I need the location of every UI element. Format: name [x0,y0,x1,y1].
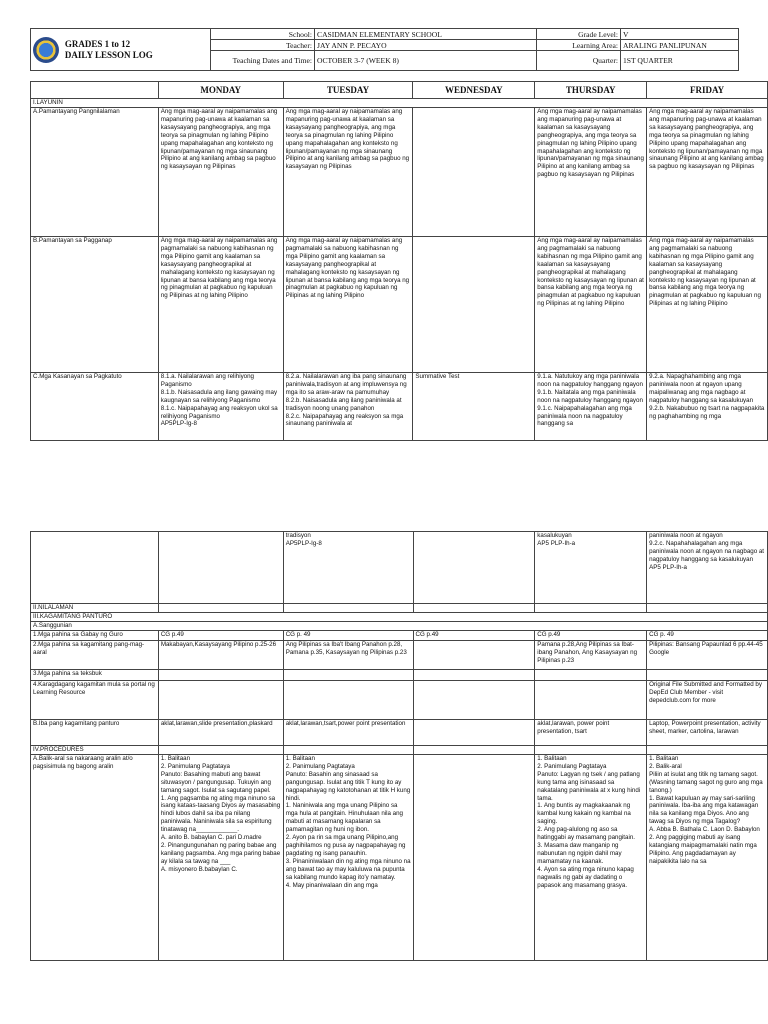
section-procedures: IV.PROCEDURES [31,746,159,755]
cell-thursday [535,681,647,720]
cont-cell-monday [158,532,283,604]
cell-tuesday: CG p. 49 [283,631,413,641]
school-value: CASIDMAN ELEMENTARY SCHOOL [315,29,537,40]
cell-wednesday [413,670,535,681]
cell-monday [158,670,283,681]
area-value: ARALING PANLIPUNAN [621,40,739,51]
dates-label: Teaching Dates and Time: [211,51,315,71]
teacher-value: JAY ANN P. PECAYO [315,40,537,51]
section-layunin: I.LAYUNIN [31,99,768,108]
quarter-label: Quarter: [537,51,621,71]
day-monday: MONDAY [158,82,283,99]
cell-thursday [535,670,647,681]
lesson-table-page1 [30,81,768,441]
cell-monday: Makabayan,Kasaysayang Pilipino p.25-26 [158,641,283,670]
day-friday: FRIDAY [647,82,768,99]
cell-tuesday: 1. Balitaan 2. Panimulang Pagtataya Panuto: Basahin ang sinasaad sa pangungusap. Isulat ang titik T kung ito ay nagpapahayag ng katotohanan at titik H kung hindi. 1. Naniniwala ang mga unang Pilipino sa mga hula at pangitain. Hinuhulaan nila ang mabuti at masamang kapalaran sa pamamagitan ng huni ng ibon. 2. Ayon pa rin sa mga unang Pilipino,ang paghihilamos ng pusa ay nagpapahayag ng pagdating ng isang panauhin. 3. Pinaniniwalaan din ng ating mga ninuno na ang bawat tao ay may kaluluwa na pupunta sa kabilang mundo kapag ito'y namatay. 4. May pinaniwalaan din ang mga [283,755,413,961]
cont-cell-label [31,532,159,604]
row-label: B.Pamantayan sa Pagganap [31,237,159,373]
row-label: C.Mga Kasanayan sa Pagkatuto [31,373,159,441]
cell-monday: CG p.49 [158,631,283,641]
cell-monday: 8.1.a. Nailalarawan ang relihiyong Paganismo 8.1.b. Naisasadula ang ilang gawaing may kaugnayan sa relihiyong Paganismo 8.1.c. Naipapahayag ang reaksyon ukol sa relihiyong Paganismo AP5PLP-Ig-8 [158,373,283,441]
row-label: 1.Mga pahina sa Gabay ng Guro [31,631,159,641]
cell-thursday: CG p.49 [535,631,647,641]
cell-wednesday [413,681,535,720]
corner-cell [31,82,159,99]
cell-wednesday: Summative Test [413,373,535,441]
deped-seal-icon [33,37,59,63]
cell-wednesday: CG p.49 [413,631,535,641]
quarter-value: 1ST QUARTER [621,51,739,71]
cell-monday: Ang mga mag-aaral ay naipamamalas ang pagmamalaki sa nabuong kabihasnan ng mga Pilipino gamit ang kaalaman sa kasaysayang pangheograpikal at mahalagang konteksto ng kasaysayan ng lipunan at bansa kabilang ang mga teorya ng pinagmulan at pagkabuo ng kapuluan ng Pilipinas at ng lahing Pilipino [158,237,283,373]
cell-thursday: aklat,larawan, power point presentation, tsart [535,720,647,746]
section-kagamitan: III.KAGAMITANG PANTURO [31,613,768,622]
cell-friday: Laptop, Powerpoint presentation, activity sheet, marker, cartolina, larawan [647,720,768,746]
row-label: 2.Mga pahina sa kagamitang pang-mag-aaral [31,641,159,670]
school-label: School: [211,29,315,40]
cont-cell-friday: paniniwala noon at ngayon 9.2.c. Napahahalagahan ang mga paniniwala noon at ngayon na nagbago at nagpatuloy hanggang sa kasalukuyan AP5 PLP-Ih-a [647,532,768,604]
header-title [65,39,153,61]
title-line1: GRADES 1 to 12 [64,38,131,49]
row-label: 4.Karagdagang kagamitan mula sa portal ng Learning Resource [31,681,159,720]
cell-thursday: 9.1.a. Natutukoy ang mga paniniwala noon na nagpatuloy hanggang ngayon 9.1.b. Naitatala ang mga paniniwala noon na nagpatuloy hanggang ngayon 9.1.c. Naipapahalagahan ang mga paniniwala noon na nagpatuloy hanggang sa [535,373,647,441]
cell-wednesday [413,755,535,961]
cell-monday: 1. Balitaan 2. Panimulang Pagtataya Panuto: Basahing mabuti ang bawat situwasyon / pangungusap. Tukuyin ang tamang sagot. Isulat sa sagutang papel. 1. Ang pagsamba ng ating mga ninuno sa isang kataas-taasang Diyos ay masasabing hindi lubos dahil sa iba pa nilang paniniwala. Naniniwala sila sa espiritung tinatawag na____________. A. anito B. babaylan C. pari D.madre 2. Pinangungunahan ng paring babae ang kanilang pagsamba. Ang mga paring babae ay kilala sa tawag na ___ A. misyonero B.babaylan C. [158,755,283,961]
row-label: 3.Mga pahina sa teksbuk [31,670,159,681]
cell-friday: Ang mga mag-aaral ay naipamamalas ang mapanuring pag-unawa at kaalaman sa kasaysayang pangheograpiya, ang mga teorya sa pinagmulan ng lahing Pilipino upang mapahalagahan ang konteksto ng lipunan/pamayanan ng mga sinaunang Pilipino at ang kanilang ambag sa pagbuo ng kasaysayan ng Pilipinas [647,108,768,237]
cell-friday [647,670,768,681]
row-label: A.Pamantayang Pangnilalaman [31,108,159,237]
section-sanggunian: A.Sanggunian [31,622,768,631]
cont-cell-tuesday: tradisyon AP5PLP-Ig-8 [283,532,413,604]
cell-friday: Original File Submitted and Formatted by DepEd Club Member - visit depedclub.com for more [647,681,768,720]
teacher-label: Teacher: [211,40,315,51]
cell-friday: 9.2.a. Napaghahambing ang mga paniniwala noon at ngayon upang maipaliwanag ang mga nagbago at nagpatuloy hanggang sa kasalukuyan 9.2.b. Nakabubuo ng tsart na nagpapakita ng paghahambing ng mga [647,373,768,441]
cell-friday: Pilipinas: Bansang Papaunlad 6 pp.44-45 Google [647,641,768,670]
cell-monday: aklat,larawan,slide presentation,plaskard [158,720,283,746]
cell-tuesday: 8.2.a. Nailalarawan ang iba pang sinaunang paniniwala,tradisyon at ang impluwensya ng mga ito sa araw-araw na pamumuhay 8.2.b. Naisasadula ang ilang paniniwala at tradisyon noong unang panahon 8.2.c. Naipapahayag ang reaksyon sa mga sinaunang paniniwala at [283,373,413,441]
cell-tuesday: aklat,larawan,tsart,power point presentation [283,720,413,746]
title-line2: DAILY LESSON LOG [64,49,153,60]
cell-thursday: Pamana p.28,Ang Pilipinas sa Ibat-ibang Panahon, Ang Kasaysayan ng Pilipinas p.23 [535,641,647,670]
lesson-table-page2 [30,531,768,961]
grade-label: Grade Level: [537,29,621,40]
row-label: A.Balik-aral sa nakaraang aralin at/o pagsisimula ng bagong aralin [31,755,159,961]
cell-wednesday [413,720,535,746]
cell-thursday: 1. Balitaan 2. Panimulang Pagtataya Panuto: Lagyan ng tsek / ang patlang kung tama ang isinasaad sa nakatalang paniniwala at x kung hindi tama. 1. Ang buntis ay magkakaanak ng kambal kung kakain ng kambal na saging. 2. Ang pag-alulong ng aso sa hatinggabi ay masamang pangitain. 3. Masama daw manganip ng nabunutan ng ngipin dahil may mamamatay na kaanak. 4. Ayon sa ating mga ninuno kapag nagwalis ng gabi ay dadating o papasok ang masamang grasya. [535,755,647,961]
cell-monday [158,681,283,720]
cell-friday: CG p. 49 [647,631,768,641]
row-label: B.Iba pang kagamitang panturo [31,720,159,746]
cell-tuesday [283,670,413,681]
day-thursday: THURSDAY [535,82,647,99]
cell-friday: Ang mga mag-aaral ay naipamamalas ang pagmamalaki sa nabuong kabihasnan ng mga Pilipino gamit ang kaalaman sa kasaysayang pangheograpikal at mahalagang konteksto ng kasaysayan ng lipunan at bansa kabilang ang mga teorya ng pinagmulan at pagkabuo ng kapuluan ng Pilipinas at ng lahing Pilipino [647,237,768,373]
cell-tuesday [283,681,413,720]
cell-thursday: Ang mga mag-aaral ay naipamamalas ang pagmamalaki sa nabuong kabihasnan ng mga Pilipino gamit ang kaalaman sa kasaysayang pangheograpikal at mahalagang konteksto ng kasaysayan ng lipunan at bansa kabilang ang mga teorya ng pinagmulan at pagkabuo ng kapuluan ng Pilipinas at ng lahing Pilipino [535,237,647,373]
cell-wednesday [413,108,535,237]
cont-cell-thursday: kasalukuyan AP5 PLP-Ih-a [535,532,647,604]
area-label: Learning Area: [537,40,621,51]
section-nilalaman: II.NILALAMAN [31,604,159,613]
cell-friday: 1. Balitaan 2. Balik-aral Piliin at isulat ang titik ng tamang sagot. (Wasning tamang sagot ng guro ang mga tanong.) 1. Bawat kapuluan ay may sari-sariling paniniwala. Iba-iba ang mga katawagan nila sa kanilang mga Diyos. Ano ang tawag sa Diyos ng mga Tagalog? A. Abba B. Bathala C. Laon D. Babaylon 2. Ang paggiging mabuti ay isang katangiang maipagmamalaki natin mga Pilipino. Ang pagdadamayan ay naipakikita lalo na sa [647,755,768,961]
header-table [30,28,739,71]
cell-thursday: Ang mga mag-aaral ay naipamamalas ang mapanuring pag-unawa at kaalaman sa kasaysayang pangheograpiya, ang mga teorya sa pinagmulan ng lahing Pilipino upang mapahalagahan ang konteksto ng lipunan/pamayanan ng mga sinaunang Pilipino at ang kanilang ambag sa pagbuo ng kasaysayan ng Pilipinas [535,108,647,237]
cell-wednesday [413,237,535,373]
header-logo-cell [31,29,211,71]
day-tuesday: TUESDAY [283,82,413,99]
dates-value: OCTOBER 3-7 (WEEK 8) [315,51,537,71]
cell-wednesday [413,641,535,670]
cell-monday: Ang mga mag-aaral ay naipamamalas ang mapanuring pag-unawa at kaalaman sa kasaysayang pangheograpiya, ang mga teorya sa pinagmulan ng lahing Pilipino upang mapahalagahan ang konteksto ng lipunan/pamayanan ng mga sinaunang Pilipino at ang kanilang ambag sa pagbuo ng kasaysayan ng Pilipinas [158,108,283,237]
cell-tuesday: Ang mga mag-aaral ay naipamamalas ang pagmamalaki sa nabuong kabihasnan ng mga Pilipino gamit ang kaalaman sa kasaysayang pangheograpikal at mahalagang konteksto ng kasaysayan ng lipunan at bansa kabilang ang mga teorya ng pinagmulan at pagkabuo ng kapuluan ng Pilipinas at ng lahing Pilipino [283,237,413,373]
cell-tuesday: Ang Pilipinas sa Iba't Ibang Panahon p.28, Pamana p.35, Kasaysayan ng Pilipinas p.23 [283,641,413,670]
cell-tuesday: Ang mga mag-aaral ay naipamamalas ang mapanuring pag-unawa at kaalaman sa kasaysayang pangheograpiya, ang mga teorya sa pinagmulan ng lahing Pilipino upang mapahalagahan ang konteksto ng lipunan/pamayanan ng mga sinaunang Pilipino at ang kanilang ambag sa pagbuo ng kasaysayan ng Pilipinas [283,108,413,237]
day-wednesday: WEDNESDAY [413,82,535,99]
grade-value: V [621,29,739,40]
cont-cell-wednesday [413,532,535,604]
